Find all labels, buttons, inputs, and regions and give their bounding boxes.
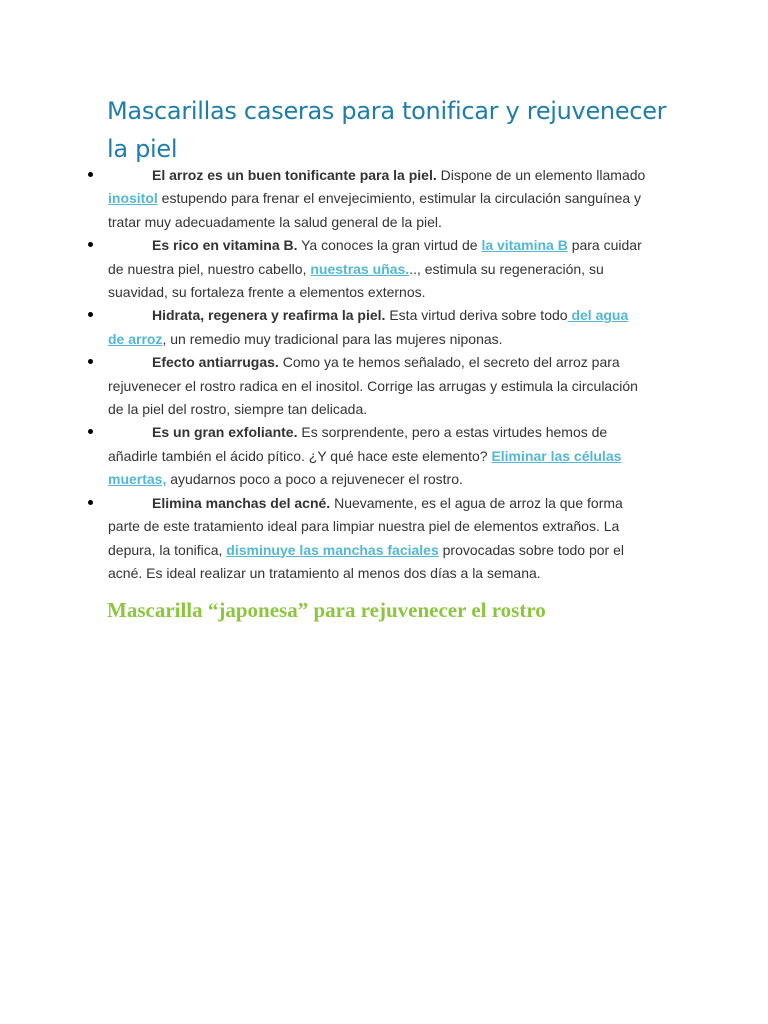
list-item [0, 421, 648, 491]
benefits-list [0, 164, 768, 585]
inositol-link[interactable]: inositol [108, 190, 158, 207]
list-item [0, 164, 648, 234]
item-lead: Es un gran exfoliante. [152, 424, 298, 441]
nuestras-unas-link[interactable]: nuestras uñas. [310, 260, 410, 277]
bullet-icon [88, 429, 93, 434]
item-lead: Elimina manchas del acné. [152, 494, 331, 511]
list-item [0, 351, 648, 421]
page-title: Mascarillas caseras para tonificar y rejuvenecer la piel [107, 97, 667, 163]
item-text: .., estimula su regeneración, su suavidad, su fortaleza frente a elementos externos. [108, 260, 604, 301]
list-item [0, 304, 648, 351]
item-lead: Hidrata, regenera y reafirma la piel. [152, 307, 386, 324]
bullet-icon [88, 172, 93, 177]
item-text: Nuevamente, es el agua de arroz la que forma parte de este tratamiento ideal para limpiar nuestra piel de elementos extraños. La depura, la tonifica, [108, 494, 623, 558]
item-lead: Es rico en vitamina B. [152, 237, 298, 254]
manchas-faciales-link[interactable]: disminuye las manchas faciales [226, 541, 439, 558]
item-lead: El arroz es un buen tonificante para la piel. [152, 167, 437, 183]
item-text: Es sorprendente, pero a estas virtudes hemos de añadirle también el ácido pítico. ¿Y qué hace este elemento? [108, 424, 608, 464]
item-text: Como ya te hemos señalado, el secreto del arroz para rejuvenecer el rostro radica en el inositol. Corrige las arrugas y estimula la circulación de la piel del rostro, siempre tan delicada. [108, 354, 638, 418]
agua-de-arroz-link[interactable]: del agua de arroz [108, 307, 629, 347]
bullet-icon [88, 359, 93, 364]
list-item [0, 492, 648, 586]
vitamina-b-link[interactable]: la vitamina B [481, 237, 568, 254]
bullet-icon [88, 500, 93, 505]
item-text: , un remedio muy tradicional para las mujeres niponas. [162, 330, 503, 347]
list-item [0, 234, 648, 304]
item-text: provocadas sobre todo por el acné. Es ideal realizar un tratamiento al menos dos días a la semana. [108, 541, 624, 581]
bullet-icon [88, 242, 93, 247]
item-text: para cuidar de nuestra piel, nuestro cabello, [108, 237, 642, 277]
bullet-icon [88, 312, 93, 317]
item-text: Ya conoces la gran virtud de [297, 237, 482, 254]
section-subheading: Mascarilla “japonesa” para rejuvenecer el rostro [107, 598, 546, 622]
item-lead: Efecto antiarrugas. [152, 354, 279, 371]
item-text: estupendo para frenar el envejecimiento, estimular la circulación sanguínea y tratar muy adecuadamente la salud general de la piel. [108, 190, 642, 230]
item-text: Esta virtud deriva sobre todo [385, 307, 568, 324]
eliminar-celulas-link[interactable]: Eliminar las células muertas, [108, 447, 622, 488]
item-text: ayudarnos poco a poco a rejuvenecer el rostro. [166, 471, 463, 488]
item-text: Dispone de un elemento llamado [436, 167, 646, 183]
